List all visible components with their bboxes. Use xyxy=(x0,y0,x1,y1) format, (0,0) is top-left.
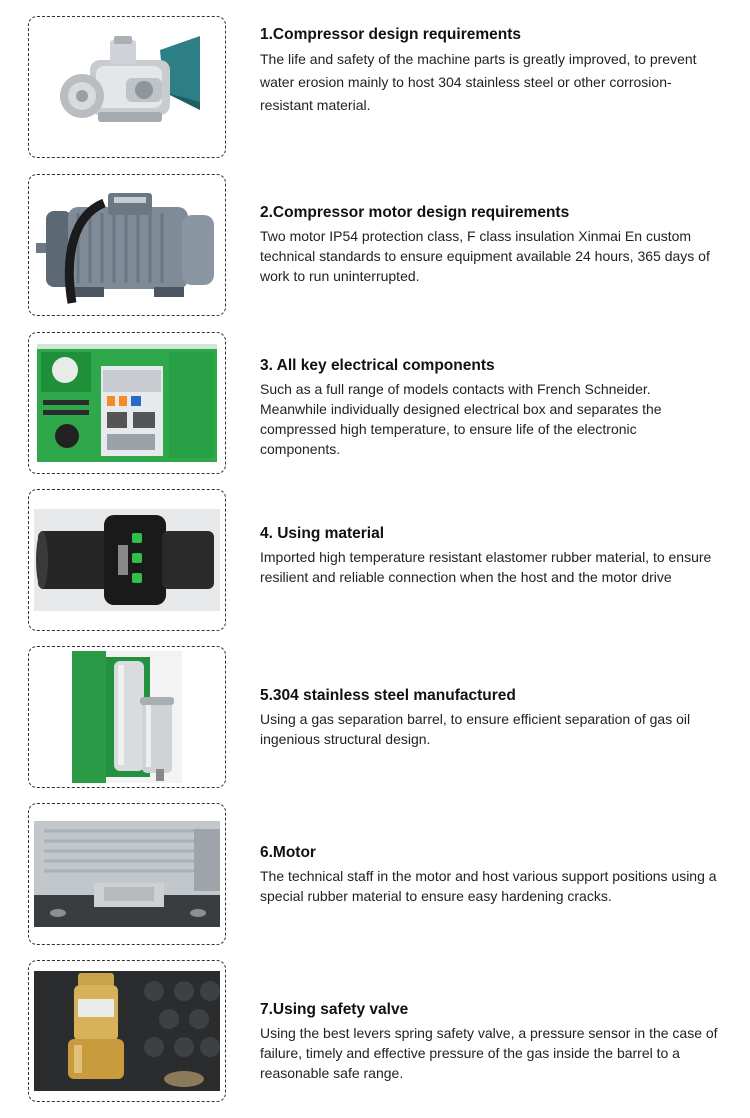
image-frame xyxy=(28,174,226,316)
compressor-airend-photo xyxy=(52,32,202,142)
feature-text xyxy=(260,357,720,459)
feature-title: 7.Using safety valve xyxy=(260,1001,409,1018)
image-frame xyxy=(28,16,226,158)
feature-description: Two motor IP54 protection class, F class insulation Xinmai En custom technical standards to ensure equipment available 24 hours, 365 days of work to run uninterrupted. xyxy=(260,228,710,284)
safety-valve-photo xyxy=(34,971,220,1091)
feature-text xyxy=(260,1001,720,1083)
image-frame xyxy=(28,803,226,945)
feature-description: The life and safety of the machine parts is greatly improved, to prevent water erosion mainly to host 304 stainless steel or other corrosion-resistant material. xyxy=(260,51,697,113)
feature-text xyxy=(260,844,720,906)
feature-description: Such as a full range of models contacts with French Schneider. Meanwhile individually designed electrical box and separates the compressed high temperature, to ensure life of the electronic components. xyxy=(260,381,662,457)
feature-description: The technical staff in the motor and host various support positions using a special rubber material to ensure easy hardening cracks. xyxy=(260,868,717,904)
feature-title: 5.304 stainless steel manufactured xyxy=(260,687,516,704)
feature-text xyxy=(260,525,720,587)
feature-title: 1.Compressor design requirements xyxy=(260,26,521,43)
separation-barrel-photo xyxy=(72,651,182,783)
feature-title: 2.Compressor motor design requirements xyxy=(260,204,570,221)
feature-description: Imported high temperature resistant elastomer rubber material, to ensure resilient and reliable connection when the host and the motor drive xyxy=(260,549,712,585)
electrical-cabinet-photo xyxy=(37,344,217,462)
feature-text xyxy=(260,204,720,286)
feature-title: 4. Using material xyxy=(260,525,385,542)
image-frame xyxy=(28,646,226,788)
rubber-coupling-photo xyxy=(34,509,220,611)
feature-text xyxy=(260,26,720,117)
feature-text xyxy=(260,687,720,749)
image-frame xyxy=(28,332,226,474)
feature-title: 6.Motor xyxy=(260,844,316,861)
feature-description: Using the best levers spring safety valve, a pressure sensor in the case of failure, timely and effective pressure of the gas inside the barrel to a reasonable safe range. xyxy=(260,1025,718,1081)
feature-title: 3. All key electrical components xyxy=(260,357,495,374)
feature-description: Using a gas separation barrel, to ensure efficient separation of gas oil ingenious structural design. xyxy=(260,711,691,747)
motor-mount-photo xyxy=(34,821,220,927)
image-frame xyxy=(28,960,226,1102)
electric-motor-photo xyxy=(34,185,220,305)
image-frame xyxy=(28,489,226,631)
